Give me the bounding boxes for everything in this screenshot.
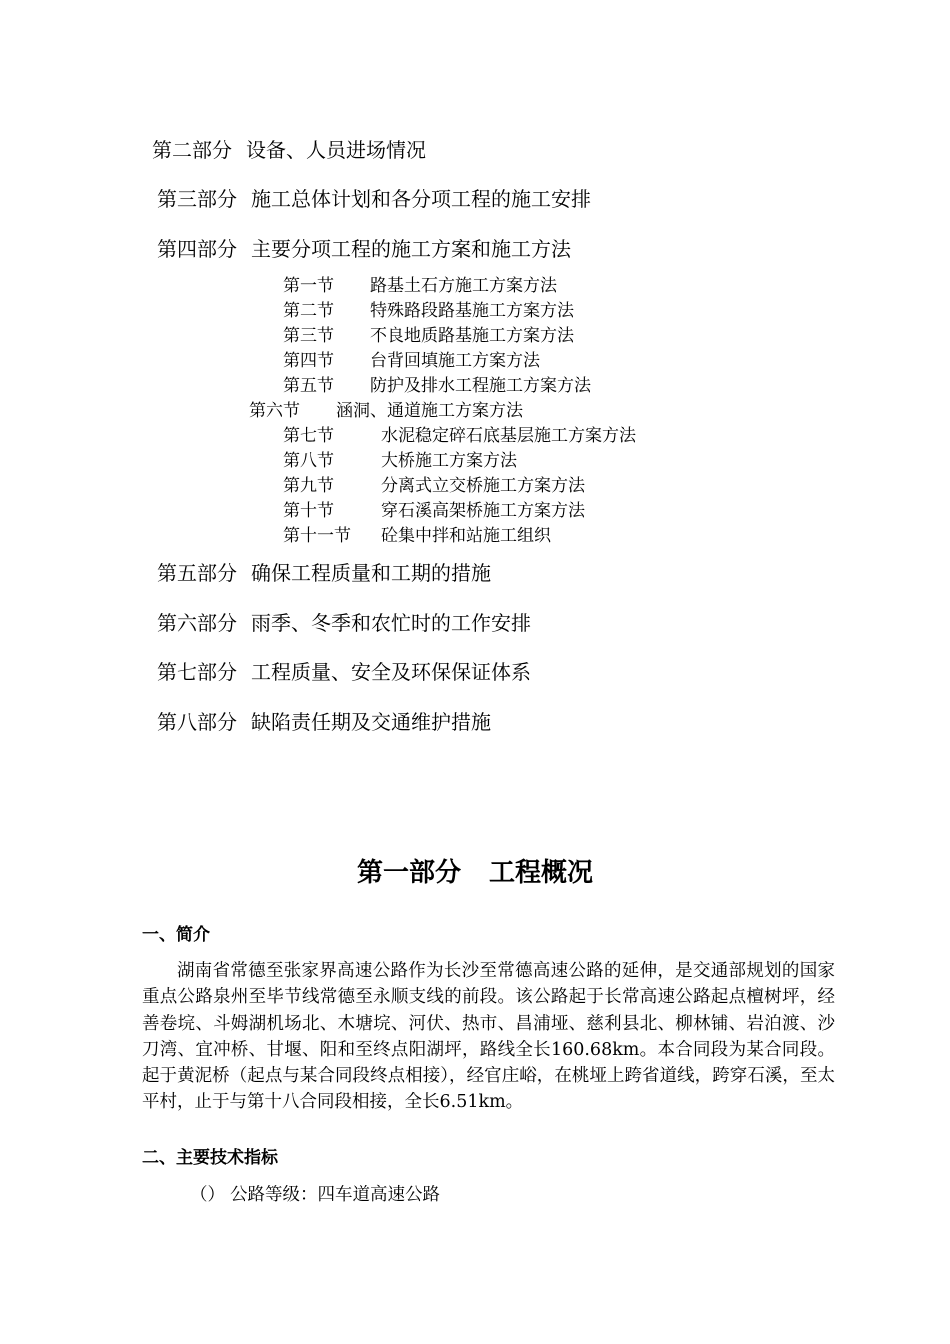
toc-section-9 xyxy=(283,475,585,497)
toc-section-title: 台背回填施工方案方法 xyxy=(370,351,540,371)
toc-part-number: 第二部分 xyxy=(152,138,232,162)
toc-part-2 xyxy=(152,138,426,162)
toc-section-8 xyxy=(283,450,517,472)
toc-section-title: 路基土石方施工方案方法 xyxy=(370,276,557,296)
toc-section-number: 第七节 xyxy=(283,426,334,446)
toc-part-number: 第五部分 xyxy=(157,561,237,585)
toc-part-3 xyxy=(157,187,591,211)
toc-part-8 xyxy=(157,710,491,734)
toc-section-number: 第六节 xyxy=(249,401,300,421)
intro-paragraph: 湖南省常德至张家界高速公路作为长沙至常德高速公路的延伸，是交通部规划的国家重点公路泉州至毕节线常德至永顺支线的前段。该公路起于长常高速公路起点檀树坪，经善卷垸、斗姆湖机场北、木塘垸、河伏、热市、昌浦垭、慈利县北、柳林铺、岩泊渡、沙刀湾、宜冲桥、甘堰、阳和至终点阳湖坪，路线全长160.68km。本合同段为某合同段。起于黄泥桥（起点与某合同段终点相接），经官庄峪，在桃垭上跨省道线，跨穿石溪，至太平村，止于与第十八合同段相接，全长6.51km。 xyxy=(142,961,835,1113)
toc-section-number: 第三节 xyxy=(283,326,334,346)
toc-section-number: 第四节 xyxy=(283,351,334,371)
item-text: 公路等级：四车道高速公路 xyxy=(230,1185,440,1205)
toc-section-number: 第十节 xyxy=(283,501,334,521)
toc-section-number: 第九节 xyxy=(283,476,334,496)
chapter-name: 工程概况 xyxy=(489,858,594,888)
toc-section-10 xyxy=(283,500,585,522)
toc-part-title: 雨季、冬季和农忙时的工作安排 xyxy=(251,611,531,635)
toc-part-5 xyxy=(157,561,491,585)
toc-section-title: 分离式立交桥施工方案方法 xyxy=(381,476,585,496)
toc-part-title: 工程质量、安全及环保保证体系 xyxy=(251,660,531,684)
toc-section-title: 砼集中拌和站施工组织 xyxy=(381,526,551,546)
toc-section-number: 第十一节 xyxy=(283,526,351,546)
toc-section-number: 第八节 xyxy=(283,451,334,471)
toc-section-2 xyxy=(283,300,574,322)
toc-section-number: 第一节 xyxy=(283,276,334,296)
toc-part-title: 施工总体计划和各分项工程的施工安排 xyxy=(251,187,591,211)
toc-section-title: 涵洞、通道施工方案方法 xyxy=(336,401,523,421)
toc-section-title: 大桥施工方案方法 xyxy=(381,451,517,471)
toc-section-4 xyxy=(283,350,540,372)
toc-section-title: 不良地质路基施工方案方法 xyxy=(370,326,574,346)
toc-section-6 xyxy=(249,400,523,422)
item-marker: （） xyxy=(190,1185,225,1205)
toc-part-title: 缺陷责任期及交通维护措施 xyxy=(251,710,491,734)
toc-section-3 xyxy=(283,325,574,347)
toc-part-7 xyxy=(157,660,531,684)
toc-section-number: 第五节 xyxy=(283,376,334,396)
toc-section-title: 特殊路段路基施工方案方法 xyxy=(370,301,574,321)
toc-section-1 xyxy=(283,275,557,297)
toc-part-title: 设备、人员进场情况 xyxy=(246,138,426,162)
tech-indicator-item xyxy=(190,1183,440,1207)
toc-part-number: 第四部分 xyxy=(157,237,237,261)
toc-part-6 xyxy=(157,611,531,635)
toc-section-7 xyxy=(283,425,636,447)
chapter-number: 第一部分 xyxy=(356,858,461,888)
toc-part-title: 主要分项工程的施工方案和施工方法 xyxy=(251,237,571,261)
chapter-title xyxy=(0,856,950,890)
toc-section-5 xyxy=(283,375,591,397)
toc-part-number: 第八部分 xyxy=(157,710,237,734)
toc-part-4 xyxy=(157,237,571,261)
toc-section-title: 穿石溪高架桥施工方案方法 xyxy=(381,501,585,521)
toc-section-title: 防护及排水工程施工方案方法 xyxy=(370,376,591,396)
toc-part-number: 第六部分 xyxy=(157,611,237,635)
toc-section-number: 第二节 xyxy=(283,301,334,321)
toc-part-number: 第七部分 xyxy=(157,660,237,684)
toc-section-title: 水泥稳定碎石底基层施工方案方法 xyxy=(381,426,636,446)
toc-part-number: 第三部分 xyxy=(157,187,237,211)
section-heading-intro: 一、简介 xyxy=(142,925,210,945)
section-heading-tech-indicators: 二、主要技术指标 xyxy=(142,1148,278,1168)
toc-part-title: 确保工程质量和工期的措施 xyxy=(251,561,491,585)
toc-section-11 xyxy=(283,525,551,547)
